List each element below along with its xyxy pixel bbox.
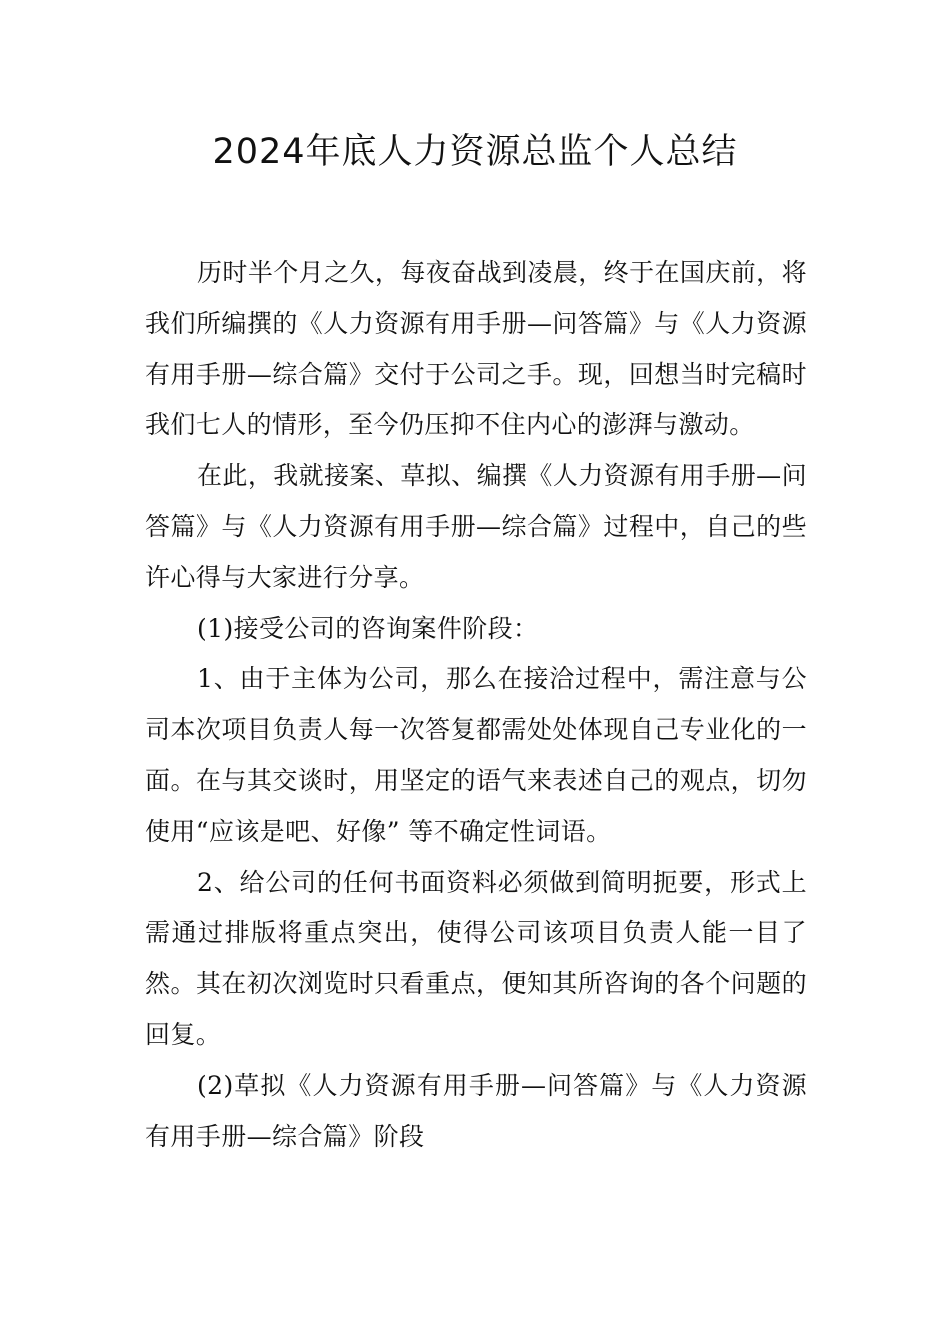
list-item-1: 1、由于主体为公司，那么在接洽过程中，需注意与公司本次项目负责人每一次答复都需处处体现自己专业化的一面。在与其交谈时，用坚定的语气来表述自己的观点，切勿使用“应该是吧、好像” 等不确定性词语。 [145, 664, 807, 846]
document-title: 2024年底人力资源总监个人总结 [212, 132, 738, 172]
section-heading-1: (1)接受公司的咨询案件阶段： [197, 613, 539, 643]
document-body [145, 248, 807, 1162]
section-heading-2: (2)草拟《人力资源有用手册—问答篇》与《人力资源有用手册—综合篇》阶段 [145, 1070, 807, 1151]
list-item-2: 2、给公司的任何书面资料必须做到简明扼要，形式上需通过排版将重点突出，使得公司该项目负责人能一目了然。其在初次浏览时只看重点，便知其所咨询的各个问题的回复。 [145, 867, 807, 1049]
paragraph-intro: 历时半个月之久，每夜奋战到凌晨，终于在国庆前，将我们所编撰的《人力资源有用手册—问答篇》与《人力资源有用手册—综合篇》交付于公司之手。现，回想当时完稿时我们七人的情形，至今仍压抑不住内心的澎湃与激动。 [145, 258, 807, 440]
paragraph-sharing: 在此，我就接案、草拟、编撰《人力资源有用手册—问答篇》与《人力资源有用手册—综合篇》过程中，自己的些许心得与大家进行分享。 [145, 461, 807, 592]
